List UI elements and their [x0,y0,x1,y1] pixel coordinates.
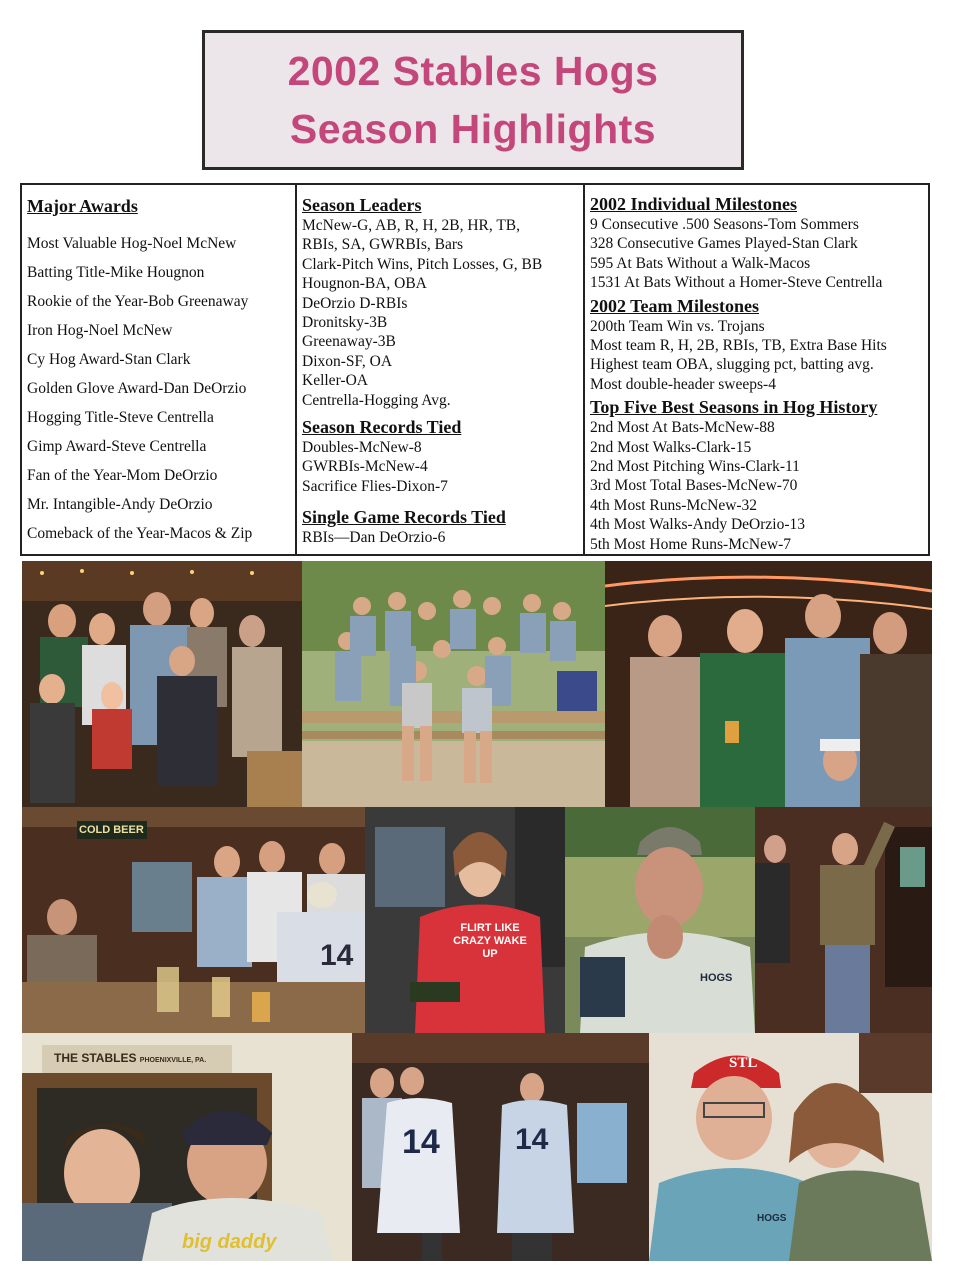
list-item: 4th Most Walks-Andy DeOrzio-13 [590,516,806,534]
photo-stables-sign [22,1033,352,1261]
big-daddy-text: big daddy [182,1231,277,1253]
photo-woman-red-shirt [365,807,565,1033]
list-item: 9 Consecutive .500 Seasons-Tom Sommers [590,216,859,233]
milestones-column [585,185,928,554]
list-item: 2nd Most At Bats-McNew-88 [590,419,775,437]
list-item: Doubles-McNew-8 [302,439,422,457]
photo-bar-four-men [605,561,932,807]
team-milestones-heading: 2002 Team Milestones [590,295,759,316]
photo-bar-group [22,561,302,807]
list-item: Dixon-SF, OA [302,352,393,370]
stables-sign-text: THE STABLES PHOENIXVILLE, PA. [54,1051,207,1065]
list-item: Cy Hog Award-Stan Clark [27,351,191,368]
list-item: 2nd Most Walks-Clark-15 [590,438,752,456]
season-leaders-heading: Season Leaders [302,195,422,215]
list-item: Comeback of the Year-Macos & Zip [27,525,253,542]
title-line-1: 2002 Stables Hogs [287,48,659,94]
season-leaders-column [297,185,585,554]
list-item: Most Valuable Hog-Noel McNew [27,235,237,252]
list-item: Batting Title-Mike Hougnon [27,264,205,281]
list-item: Most double-header sweeps-4 [590,375,776,393]
jersey-number-right: 14 [515,1123,549,1156]
title-line-2: Season Highlights [289,106,657,152]
major-awards-heading: Major Awards [27,196,138,216]
photo-man-thinking [565,807,755,1033]
list-item: 1531 At Bats Without a Homer-Steve Centrella [590,274,883,292]
list-item: RBIs—Dan DeOrzio-6 [302,529,446,547]
title-box [202,30,744,170]
shirt-text: FLIRT LIKE CRAZY WAKE UP [453,922,527,960]
photo-couple [649,1033,932,1261]
hogs-logo: HOGS [700,972,733,984]
list-item: Keller-OA [302,372,368,390]
individual-milestones-heading: 2002 Individual Milestones [590,194,798,214]
list-item: GWRBIs-McNew-4 [302,458,428,476]
list-item: Iron Hog-Noel McNew [27,322,173,339]
list-item: Greenaway-3B [302,333,396,351]
list-item: Clark-Pitch Wins, Pitch Losses, G, BB [302,255,543,273]
jersey-number: 14 [320,939,354,972]
list-item: 5th Most Home Runs-McNew-7 [590,535,792,553]
season-records-tied-heading: Season Records Tied [302,417,462,438]
list-item: Fan of the Year-Mom DeOrzio [27,467,218,484]
photo-team-bench [302,561,605,807]
list-item: Rookie of the Year-Bob Greenaway [27,293,249,310]
cap-logo: STL [729,1055,758,1071]
list-item: 2nd Most Pitching Wins-Clark-11 [590,458,800,476]
list-item: 4th Most Runs-McNew-32 [590,496,758,514]
list-item: Hougnon-BA, OBA [302,275,427,293]
top-five-heading: Top Five Best Seasons in Hog History [590,397,878,418]
photo-jerseys-bar [352,1033,649,1261]
major-awards-column [22,185,297,554]
cold-beer-sign: COLD BEER [79,824,144,836]
list-item: Mr. Intangible-Andy DeOrzio [27,496,213,513]
list-item: Dronitsky-3B [302,314,388,332]
list-item: Sacrifice Flies-Dixon-7 [302,477,448,495]
list-item: Golden Glove Award-Dan DeOrzio [27,380,247,397]
list-item: Centrella-Hogging Avg. [302,391,451,409]
list-item: McNew-G, AB, R, H, 2B, HR, TB, [302,217,521,234]
hogs-shirt-logo: HOGS [757,1213,787,1224]
list-item: RBIs, SA, GWRBIs, Bars [302,236,464,254]
jersey-number-left: 14 [402,1123,440,1161]
photo-man-pointing [755,807,932,1033]
photo-bar-table [22,807,365,1033]
list-item: Hogging Title-Steve Centrella [27,409,214,426]
list-item: Gimp Award-Steve Centrella [27,438,207,455]
photo-collage [22,561,932,1261]
list-item: 3rd Most Total Bases-McNew-70 [590,477,798,495]
list-item: DeOrzio D-RBIs [302,294,408,312]
list-item: 328 Consecutive Games Played-Stan Clark [590,235,858,253]
list-item: Most team R, H, 2B, RBIs, TB, Extra Base Hits [590,337,887,355]
highlights-table [20,183,930,556]
list-item: 595 At Bats Without a Walk-Macos [590,254,811,272]
list-item: Highest team OBA, slugging pct, batting avg. [590,356,874,374]
single-game-records-heading: Single Game Records Tied [302,507,506,528]
list-item: 200th Team Win vs. Trojans [590,317,765,335]
